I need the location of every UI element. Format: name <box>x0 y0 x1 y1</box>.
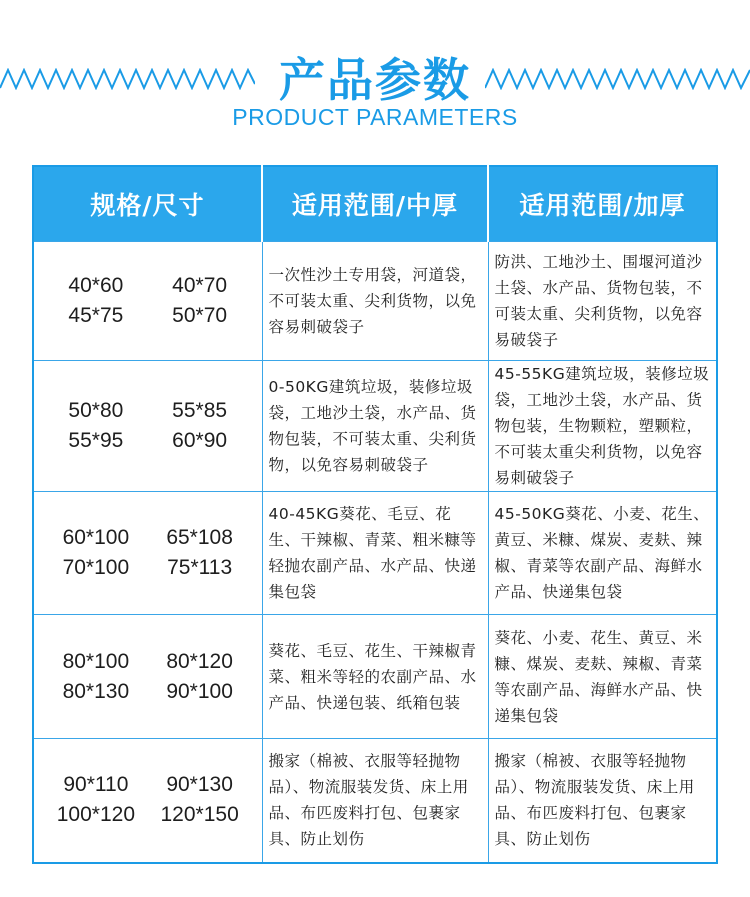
size-value: 80*100 <box>62 649 130 673</box>
table-row <box>33 739 717 863</box>
table-header-row <box>33 166 717 242</box>
size-value: 70*100 <box>62 556 130 579</box>
thick-usage-cell: 防洪、工地沙土、围堰河道沙土袋、水产品、货物包装，不可装太重、尖利货物，以免容易破袋子 <box>488 242 717 361</box>
size-value: 55*85 <box>172 399 228 422</box>
page-subtitle: PRODUCT PARAMETERS <box>232 104 518 130</box>
size-line <box>34 426 262 456</box>
size-line <box>34 647 262 677</box>
medium-usage-cell: 0-50KG建筑垃圾，装修垃圾袋，工地沙土袋，水产品、货物包装，不可装太重、尖利货物，以免容易刺破袋子 <box>262 361 488 492</box>
size-line <box>34 396 262 426</box>
size-cell <box>33 242 262 361</box>
medium-usage-cell: 搬家（棉被、衣服等轻抛物品）、物流服装发货、床上用品、布匹废料打包、包裹家具、防止划伤 <box>262 739 488 863</box>
thick-usage-cell: 45-55KG建筑垃圾，装修垃圾袋，工地沙土袋，水产品、货物包装，生物颗粒，塑颗粒，不可装太重尖利货物，以免容易刺破袋子 <box>488 361 717 492</box>
column-header-medium: 适用范围/中厚 <box>262 166 488 242</box>
size-cell <box>33 615 262 739</box>
thick-usage-cell: 葵花、小麦、花生、黄豆、米糠、煤炭、麦麸、辣椒、青菜等农副产品、海鲜水产品、快递集包袋 <box>488 615 717 739</box>
table-row <box>33 492 717 615</box>
page-title: 产品参数 <box>279 53 471 107</box>
size-value: 100*120 <box>56 803 135 827</box>
size-value: 90*130 <box>166 773 233 797</box>
size-value: 50*80 <box>68 399 124 422</box>
size-value: 65*108 <box>166 526 233 549</box>
size-value: 55*95 <box>68 429 124 452</box>
size-line <box>34 800 262 830</box>
thick-usage-cell: 45-50KG葵花、小麦、花生、黄豆、米糠、煤炭、麦麸、辣椒、青菜等农副产品、海鲜水产品、快递集包袋 <box>488 492 717 615</box>
page-header <box>0 0 750 150</box>
size-line <box>34 677 262 707</box>
size-value: 80*120 <box>166 649 233 673</box>
size-cell <box>33 361 262 492</box>
size-value: 90*110 <box>63 773 129 797</box>
size-value: 45*75 <box>68 304 124 327</box>
size-line <box>34 301 262 331</box>
size-value: 40*70 <box>172 274 228 297</box>
table-row <box>33 242 717 361</box>
size-value: 90*100 <box>166 679 233 703</box>
size-cell <box>33 492 262 615</box>
table-row <box>33 361 717 492</box>
size-value: 40*60 <box>68 274 124 297</box>
size-cell <box>33 739 262 863</box>
table-row <box>33 615 717 739</box>
size-value: 60*90 <box>172 429 228 452</box>
medium-usage-cell: 40-45KG葵花、毛豆、花生、干辣椒、青菜、粗米糠等轻抛农副产品、水产品、快递集包袋 <box>262 492 488 615</box>
size-value: 120*150 <box>160 803 239 827</box>
medium-usage-cell: 葵花、毛豆、花生、干辣椒青菜、粗米等轻的农副产品、水产品、快递包装、纸箱包装 <box>262 615 488 739</box>
product-parameters-table <box>32 165 718 864</box>
column-header-size: 规格/尺寸 <box>33 166 262 242</box>
size-value: 50*70 <box>172 304 228 327</box>
size-line <box>34 271 262 301</box>
column-header-thick: 适用范围/加厚 <box>488 166 717 242</box>
size-line <box>34 553 262 583</box>
size-value: 75*113 <box>167 556 233 579</box>
medium-usage-cell: 一次性沙土专用袋，河道袋，不可装太重、尖利货物，以免容易刺破袋子 <box>262 242 488 361</box>
size-value: 80*130 <box>62 679 130 703</box>
size-line <box>34 523 262 553</box>
size-line <box>34 770 262 800</box>
size-value: 60*100 <box>62 526 130 549</box>
thick-usage-cell: 搬家（棉被、衣服等轻抛物品）、物流服装发货、床上用品、布匹废料打包、包裹家具、防止划伤 <box>488 739 717 863</box>
